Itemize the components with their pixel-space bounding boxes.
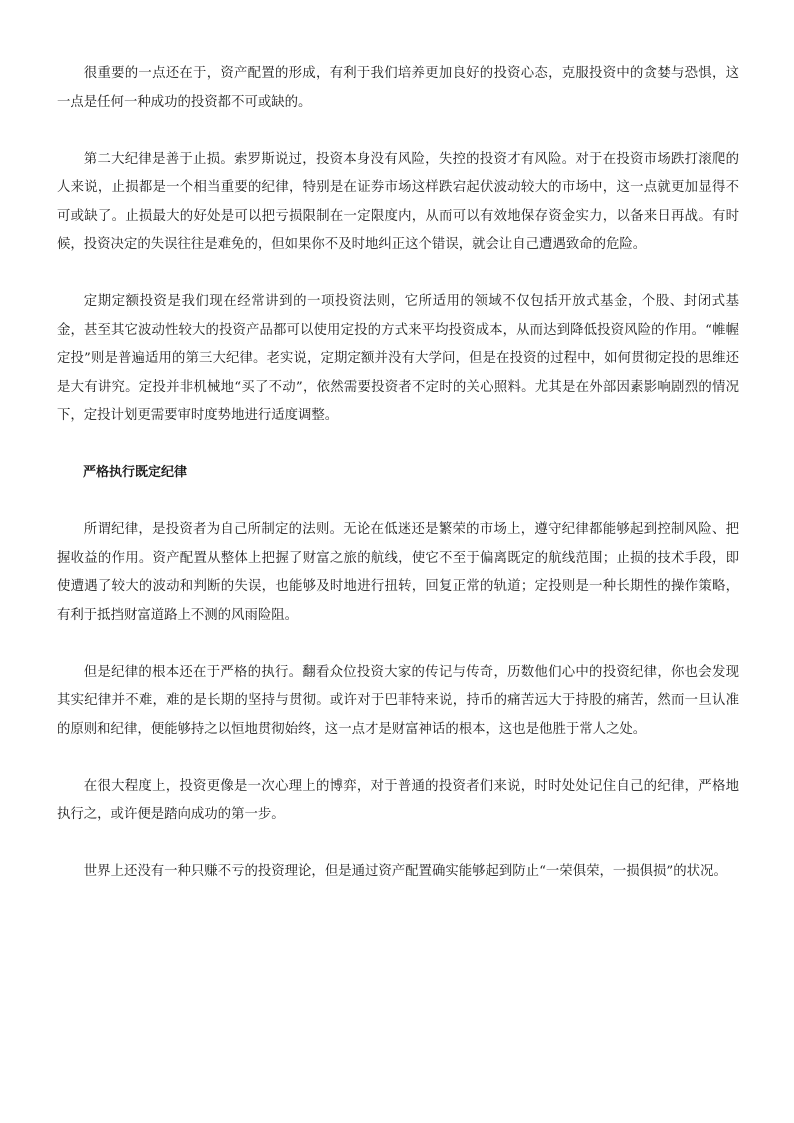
section-heading: 严格执行既定纪律 (83, 465, 188, 480)
document-body (57, 60, 739, 915)
paragraph-fixed-investment: 定期定额投资是我们现在经常讲到的一项投资法则，它所适用的领域不仅包括开放式基金，个股、封闭式基金，甚至其它波动性较大的投资产品都可以使用定投的方式来平均投资成本，从而达到降低投资风险的作用。“帷幄定投”则是普遍适用的第三大纪律。老实说，定期定额并没有大学问，但是在投资的过程中，如何贯彻定投的思维还是大有讲究。定投并非机械地“买了不动”，依然需要投资者不定时的关心照料。尤其是在外部因素影响剧烈的情况下，定投计划更需要审时度势地进行适度调整。 (57, 294, 739, 423)
paragraph-discipline-definition: 所谓纪律，是投资者为自己所制定的法则。无论在低迷还是繁荣的市场上，遵守纪律都能够起到控制风险、把握收益的作用。资产配置从整体上把握了财富之旅的航线，使它不至于偏离既定的航线范围；止损的技术手段，即使遭遇了较大的波动和判断的失误，也能够及时地进行扭转，回复正常的轨道；定投则是一种长期性的操作策略，有利于抵挡财富道路上不测的风雨险阻。 (57, 522, 739, 623)
paragraph-conclusion: 世界上还没有一种只赚不亏的投资理论，但是通过资产配置确实能够起到防止“一荣俱荣，一损俱损”的状况。 (83, 864, 727, 879)
paragraph-strict-execution: 但是纪律的根本还在于严格的执行。翻看众位投资大家的传记与传奇，历数他们心中的投资纪律，你也会发现其实纪律并不难，难的是长期的坚持与贯彻。或许对于巴菲特来说，持币的痛苦远大于持股的痛苦，然而一旦认准的原则和纪律，便能够持之以恒地贯彻始终，这一点才是财富神话的根本，这也是他胜于常人之处。 (57, 664, 739, 737)
paragraph-asset-allocation-mindset: 很重要的一点还在于，资产配置的形成，有利于我们培养更加良好的投资心态，克服投资中的贪婪与恐惧，这一点是任何一种成功的投资都不可或缺的。 (57, 66, 739, 110)
paragraph-psychological-game: 在很大程度上，投资更像是一次心理上的博弈，对于普通的投资者们来说，时时处处记住自己的纪律，严格地执行之，或许便是踏向成功的第一步。 (57, 778, 739, 822)
paragraph-stop-loss: 第二大纪律是善于止损。索罗斯说过，投资本身没有风险，失控的投资才有风险。对于在投资市场跌打滚爬的人来说，止损都是一个相当重要的纪律，特别是在证券市场这样跌宕起伏波动较大的市场中，这一点就更加显得不可或缺了。止损最大的好处是可以把亏损限制在一定限度内，从而可以有效地保存资金实力，以备来日再战。有时候，投资决定的失误往往是难免的，但如果你不及时地纠正这个错误，就会让自己遭遇致命的危险。 (57, 151, 739, 252)
